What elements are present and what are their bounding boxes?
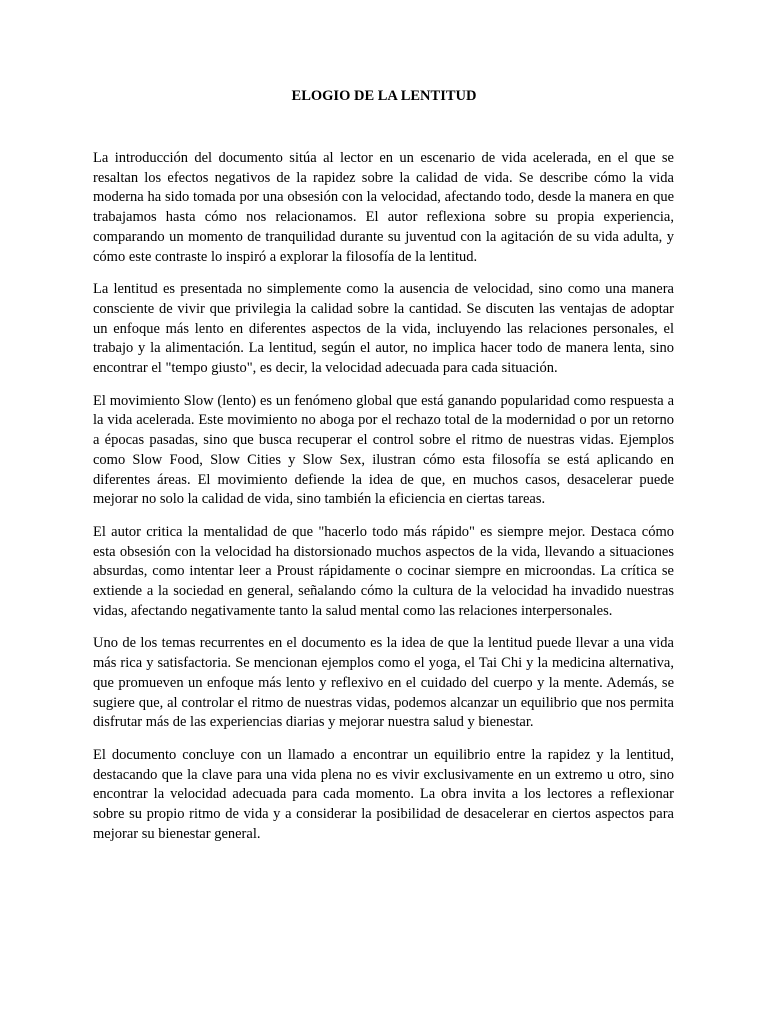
paragraph-5: Uno de los temas recurrentes en el documento es la idea de que la lentitud puede llevar a una vida más rica y satisfactoria. Se mencionan ejemplos como el yoga, el Tai Chi y la medicina alternativa, que promueven un enfoque más lento y reflexivo en el cuidado del cuerpo y la mente. Además, se sugiere que, al controlar el ritmo de nuestras vidas, podemos alcanzar un equilibrio que nos permita disfrutar más de las experiencias diarias y mejorar nuestra salud y bienestar.	[93, 635, 674, 731]
paragraph-6: El documento concluye con un llamado a encontrar un equilibrio entre la rapidez y la lentitud, destacando que la clave para una vida plena no es vivir exclusivamente en un extremo u otro, sino encontrar la velocidad adecuada para cada momento. La obra invita a los lectores a reflexionar sobre su propio ritmo de vida y a considerar la posibilidad de desacelerar en ciertos aspectos para mejorar su bienestar general.	[93, 746, 674, 842]
paragraph-4: El autor critica la mentalidad de que "hacerlo todo más rápido" es siempre mejor. Destaca cómo esta obsesión con la velocidad ha distorsionado muchos aspectos de la vida, llevando a situaciones absurdas, como intentar leer a Proust rápidamente o cocinar siempre en microondas. La crítica se extiende a la sociedad en general, señalando cómo la cultura de la velocidad ha invadido nuestras vidas, afectando negativamente tanto la salud mental como las relaciones interpersonales.	[93, 523, 674, 619]
document-body	[93, 149, 674, 858]
paragraph-2: La lentitud es presentada no simplemente como la ausencia de velocidad, sino como una manera consciente de vivir que privilegia la calidad sobre la cantidad. Se discuten las ventajas de adoptar un enfoque más lento en diferentes aspectos de la vida, incluyendo las relaciones personales, el trabajo y la alimentación. La lentitud, según el autor, no implica hacer todo de manera lenta, sino encontrar el "tempo giusto", es decir, la velocidad adecuada para cada situación.	[93, 281, 674, 377]
paragraph-3: El movimiento Slow (lento) es un fenómeno global que está ganando popularidad como respuesta a la vida acelerada. Este movimiento no aboga por el rechazo total de la modernidad o por un retorno a épocas pasadas, sino que busca recuperar el control sobre el ritmo de nuestras vidas. Ejemplos como Slow Food, Slow Cities y Slow Sex, ilustran cómo esta filosofía se está aplicando en diferentes áreas. El movimiento defiende la idea de que, en muchos casos, desacelerar puede mejorar no solo la calidad de vida, sino también la eficiencia en ciertas tareas.	[93, 392, 674, 508]
paragraph-1: La introducción del documento sitúa al lector en un escenario de vida acelerada, en el que se resaltan los efectos negativos de la rapidez sobre la calidad de vida. Se describe cómo la vida moderna ha sido tomada por una obsesión con la velocidad, afectando todo, desde la manera en que trabajamos hasta cómo nos relacionamos. El autor reflexiona sobre su propia experiencia, comparando un momento de tranquilidad durante su juventud con la agitación de su vida adulta, y cómo este contraste lo inspiró a explorar la filosofía de la lentitud.	[93, 150, 674, 265]
document-title: ELOGIO DE LA LENTITUD	[291, 88, 477, 104]
